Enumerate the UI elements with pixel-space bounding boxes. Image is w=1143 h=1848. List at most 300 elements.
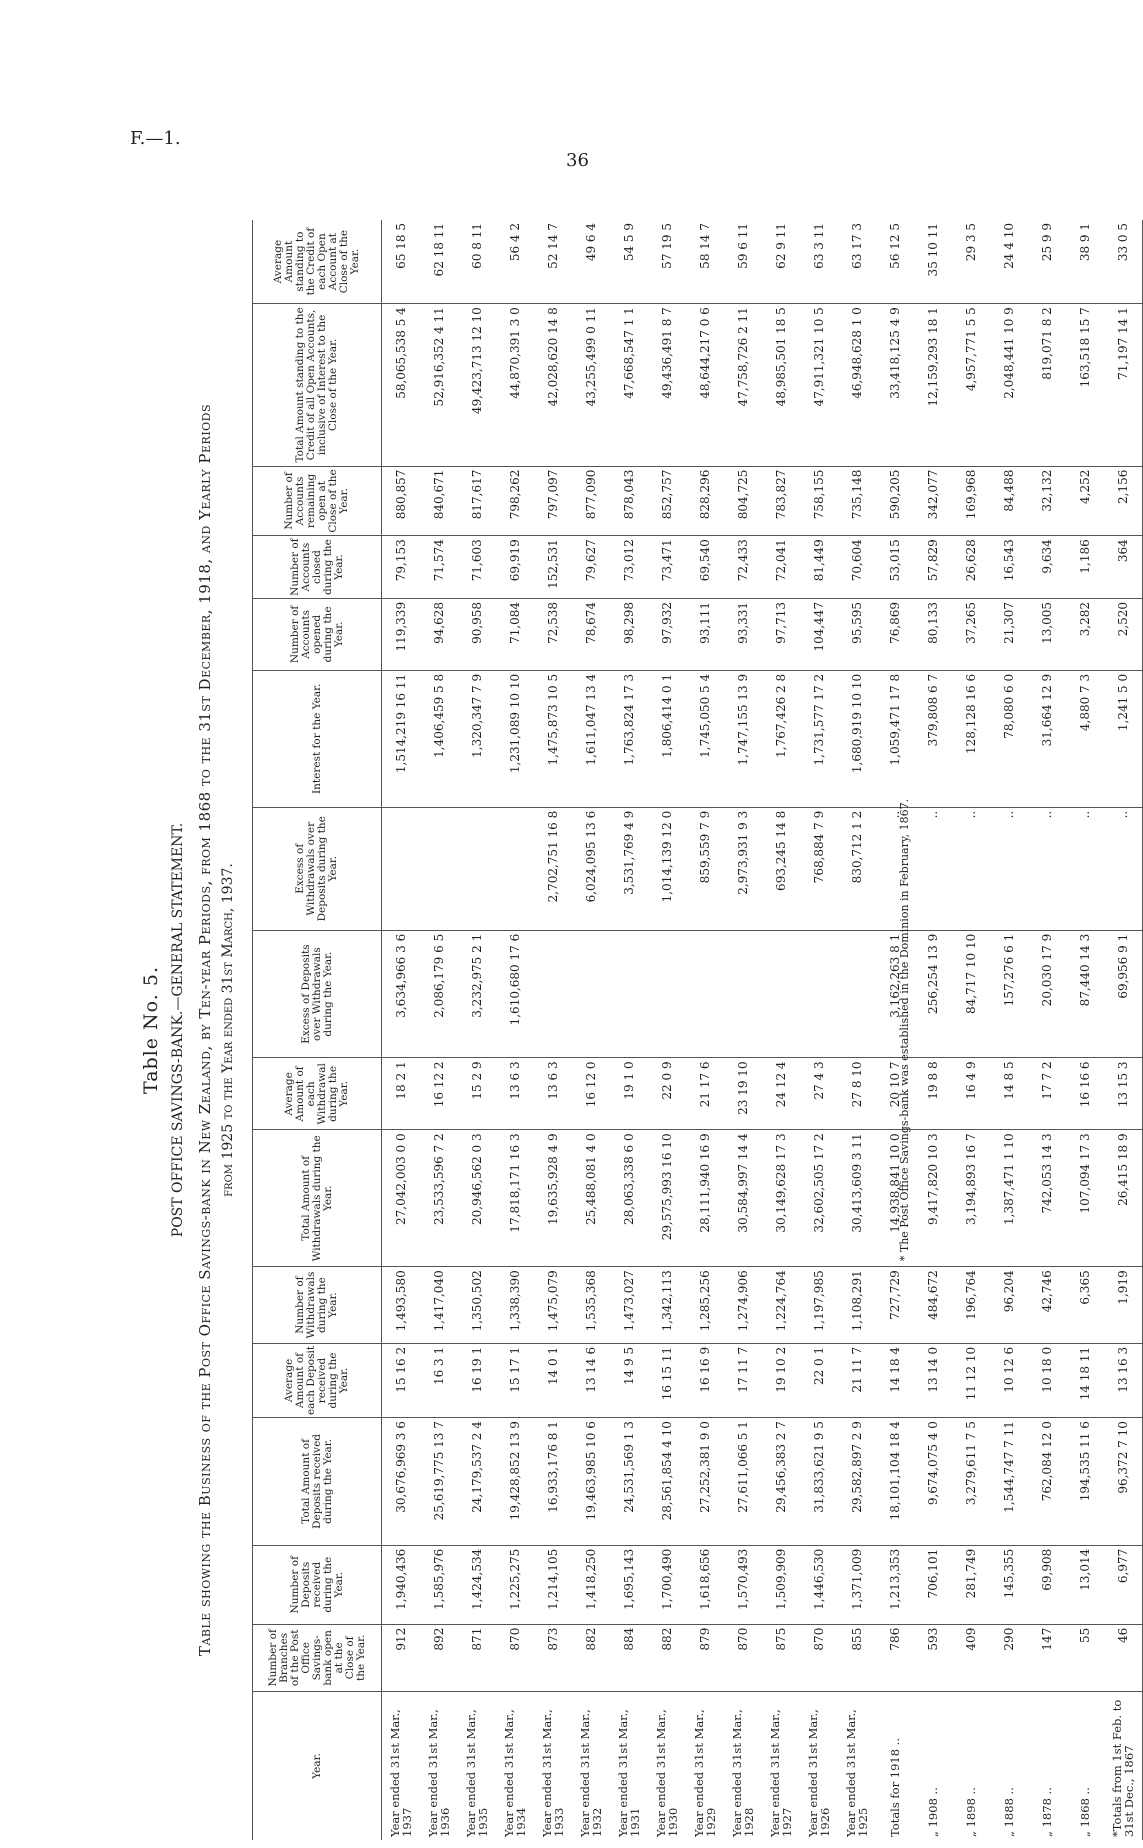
table-cell: .. bbox=[876, 807, 914, 930]
row-label: Year ended 31st Mar., 1925 bbox=[844, 1709, 870, 1837]
table-cell: 14,938,841 10 0 bbox=[876, 1130, 914, 1267]
table-cell: 17 11 7 bbox=[724, 1343, 762, 1417]
table-cell: 46 bbox=[1104, 1624, 1143, 1691]
table-cell bbox=[800, 930, 838, 1058]
column-header: Total Amount of Deposits received during the Year. bbox=[253, 1418, 382, 1546]
table-cell: 62 9 11 bbox=[762, 220, 800, 304]
table-cell: 52 14 7 bbox=[534, 220, 572, 304]
table-cell: 25,619,775 13 7 bbox=[420, 1418, 458, 1546]
table-cell: 16 12 0 bbox=[572, 1058, 610, 1130]
table-cell: 19,463,985 10 6 bbox=[572, 1418, 610, 1546]
table-cell: 17 7 2 bbox=[1028, 1058, 1066, 1130]
table-cell: 24 4 10 bbox=[990, 220, 1028, 304]
table-cell: 783,827 bbox=[762, 466, 800, 536]
table-cell: .. bbox=[1028, 807, 1066, 930]
table-cell: .. bbox=[1066, 807, 1104, 930]
table-cell: 163,518 15 7 bbox=[1066, 304, 1104, 466]
table-cell: 10 12 6 bbox=[990, 1343, 1028, 1417]
table-cell: 104,447 bbox=[800, 598, 838, 670]
table-cell: 880,857 bbox=[382, 466, 421, 536]
table-cell: 4,957,771 5 5 bbox=[952, 304, 990, 466]
table-cell: 1,406,459 5 8 bbox=[420, 670, 458, 807]
table-cell: 1,610,680 17 6 bbox=[496, 930, 534, 1058]
table-cell: 27,252,381 9 0 bbox=[686, 1418, 724, 1546]
table-cell: 32,602,505 17 2 bbox=[800, 1130, 838, 1267]
table-cell: 20,946,562 0 3 bbox=[458, 1130, 496, 1267]
table-cell: 44,870,391 3 0 bbox=[496, 304, 534, 466]
table-cell: 38 9 1 bbox=[1066, 220, 1104, 304]
table-cell: 147 bbox=[1028, 1624, 1066, 1691]
column-header: Year. bbox=[253, 1691, 382, 1840]
row-label: Year ended 31st Mar., 1927 bbox=[768, 1709, 794, 1837]
table-cell: 3,162,263 8 1 bbox=[876, 930, 914, 1058]
table-cell: 3,634,966 3 6 bbox=[382, 930, 421, 1058]
table-cell: 13,005 bbox=[1028, 598, 1066, 670]
table-cell: 84,488 bbox=[990, 466, 1028, 536]
table-cell: 78,674 bbox=[572, 598, 610, 670]
table-cell: 145,355 bbox=[990, 1545, 1028, 1624]
table-cell: 194,535 11 6 bbox=[1066, 1418, 1104, 1546]
row-label: Year ended 31st Mar., 1937 bbox=[388, 1709, 414, 1837]
table-cell: 2,086,179 6 5 bbox=[420, 930, 458, 1058]
column-header: Total Amount standing to the Credit of all Open Accounts, inclusive of Interest to the Close of the Year. bbox=[253, 304, 382, 466]
table-row bbox=[724, 220, 762, 1840]
table-cell: 879 bbox=[686, 1624, 724, 1691]
table-cell: 16 15 11 bbox=[648, 1343, 686, 1417]
table-cell: 281,749 bbox=[952, 1545, 990, 1624]
table-cell: 16 3 1 bbox=[420, 1343, 458, 1417]
table-row bbox=[1066, 220, 1104, 1840]
table-row bbox=[838, 220, 876, 1840]
table-cell: 1,493,580 bbox=[382, 1267, 421, 1344]
table-cell: 484,672 bbox=[914, 1267, 952, 1344]
table-cell: 71,603 bbox=[458, 536, 496, 599]
table-cell: 79,627 bbox=[572, 536, 610, 599]
table-cell: 42,746 bbox=[1028, 1267, 1066, 1344]
table-cell: 76,869 bbox=[876, 598, 914, 670]
table-cell: 1,214,105 bbox=[534, 1545, 572, 1624]
table-cell: 892 bbox=[420, 1624, 458, 1691]
table-cell: 13,014 bbox=[1066, 1545, 1104, 1624]
table-cell: 26,628 bbox=[952, 536, 990, 599]
table-cell: 29,575,993 16 10 bbox=[648, 1130, 686, 1267]
table-cell bbox=[496, 807, 534, 930]
table-cell: .. bbox=[1104, 807, 1143, 930]
table-cell: 817,617 bbox=[458, 466, 496, 536]
table-cell: 593 bbox=[914, 1624, 952, 1691]
table-cell: 73,012 bbox=[610, 536, 648, 599]
table-cell: 95,595 bbox=[838, 598, 876, 670]
table-cell: 157,276 6 1 bbox=[990, 930, 1028, 1058]
table-cell: 71,084 bbox=[496, 598, 534, 670]
table-cell: 28,111,940 16 9 bbox=[686, 1130, 724, 1267]
table-body bbox=[382, 220, 1143, 1840]
table-cell: 22 0 1 bbox=[800, 1343, 838, 1417]
row-label: „ 1888 .. bbox=[1002, 1787, 1016, 1837]
table-cell: 23 19 10 bbox=[724, 1058, 762, 1130]
table-cell: 58 14 7 bbox=[686, 220, 724, 304]
table-cell: 17,818,171 16 3 bbox=[496, 1130, 534, 1267]
table-cell: 15 17 1 bbox=[496, 1343, 534, 1417]
table-cell: 798,262 bbox=[496, 466, 534, 536]
table-cell: 30,676,969 3 6 bbox=[382, 1418, 421, 1546]
table-cell: 98,298 bbox=[610, 598, 648, 670]
table-cell: 16 16 9 bbox=[686, 1343, 724, 1417]
row-label: „ 1878 .. bbox=[1040, 1787, 1054, 1837]
table-row bbox=[534, 220, 572, 1840]
table-cell: 1,418,250 bbox=[572, 1545, 610, 1624]
table-cell: 859,559 7 9 bbox=[686, 807, 724, 930]
table-cell bbox=[420, 807, 458, 930]
table-row bbox=[420, 220, 458, 1840]
table-title: Table No. 5. bbox=[140, 966, 162, 1094]
table-cell: 93,111 bbox=[686, 598, 724, 670]
table-cell: 56 12 5 bbox=[876, 220, 914, 304]
table-cell: 1,231,089 10 10 bbox=[496, 670, 534, 807]
table-cell: 1,544,747 7 11 bbox=[990, 1418, 1028, 1546]
table-cell: 24,179,537 2 4 bbox=[458, 1418, 496, 1546]
table-cell bbox=[838, 930, 876, 1058]
table-cell: 48,985,501 18 5 bbox=[762, 304, 800, 466]
table-row bbox=[914, 220, 952, 1840]
table-cell: 727,729 bbox=[876, 1267, 914, 1344]
table-cell: 81,449 bbox=[800, 536, 838, 599]
table-cell: 47,911,321 10 5 bbox=[800, 304, 838, 466]
table-cell: 119,339 bbox=[382, 598, 421, 670]
table-cell bbox=[382, 807, 421, 930]
table-description: Table showing the Business of the Post Office Savings-bank in New Zealand, by Ten-year Periods, from 1868 to the 31st December, 1918, and Yearly Periods bbox=[196, 403, 214, 1657]
row-label: Year ended 31st Mar., 1934 bbox=[502, 1709, 528, 1837]
table-cell: 1,108,291 bbox=[838, 1267, 876, 1344]
table-cell: 1,731,577 17 2 bbox=[800, 670, 838, 807]
table-cell bbox=[724, 930, 762, 1058]
table-cell: 16 12 2 bbox=[420, 1058, 458, 1130]
table-cell: 884 bbox=[610, 1624, 648, 1691]
table-cell: 882 bbox=[648, 1624, 686, 1691]
column-header: Number of Accounts closed during the Year. bbox=[253, 536, 382, 599]
table-cell: 1,611,047 13 4 bbox=[572, 670, 610, 807]
row-label: „ 1898 .. bbox=[964, 1787, 978, 1837]
table-cell: 31,664 12 9 bbox=[1028, 670, 1066, 807]
table-cell: 15 16 2 bbox=[382, 1343, 421, 1417]
table-cell: 20,030 17 9 bbox=[1028, 930, 1066, 1058]
table-cell: 590,205 bbox=[876, 466, 914, 536]
table-cell: 2,520 bbox=[1104, 598, 1143, 670]
row-label: „ 1868 .. bbox=[1078, 1787, 1092, 1837]
table-cell: 14 8 5 bbox=[990, 1058, 1028, 1130]
table-cell: 13 14 0 bbox=[914, 1343, 952, 1417]
table-cell: 71,197 14 1 bbox=[1104, 304, 1143, 466]
table-cell: 73,471 bbox=[648, 536, 686, 599]
table-cell: 830,712 1 2 bbox=[838, 807, 876, 930]
table-cell: 69,956 9 1 bbox=[1104, 930, 1143, 1058]
table-cell: 870 bbox=[496, 1624, 534, 1691]
table-cell: 13 15 3 bbox=[1104, 1058, 1143, 1130]
table-cell: 21,307 bbox=[990, 598, 1028, 670]
table-cell: 87,440 14 3 bbox=[1066, 930, 1104, 1058]
table-cell: 10 18 0 bbox=[1028, 1343, 1066, 1417]
table-description-sub: from 1925 to the Year ended 31st March, 1937. bbox=[220, 863, 236, 1197]
table-cell: 4,880 7 3 bbox=[1066, 670, 1104, 807]
table-cell: 47,758,726 2 11 bbox=[724, 304, 762, 466]
table-cell: 49,436,491 8 7 bbox=[648, 304, 686, 466]
table-cell: 1,509,909 bbox=[762, 1545, 800, 1624]
table-cell: 256,254 13 9 bbox=[914, 930, 952, 1058]
row-label: Year ended 31st Mar., 1936 bbox=[426, 1709, 452, 1837]
table-cell: 9,634 bbox=[1028, 536, 1066, 599]
row-label: Totals for 1918 .. bbox=[888, 1738, 902, 1837]
table-cell: 290 bbox=[990, 1624, 1028, 1691]
table-cell: 13 14 6 bbox=[572, 1343, 610, 1417]
table-row bbox=[990, 220, 1028, 1840]
table-cell: 1,763,824 17 3 bbox=[610, 670, 648, 807]
table-cell: 342,077 bbox=[914, 466, 952, 536]
table-cell: 20 10 7 bbox=[876, 1058, 914, 1130]
table-cell: 196,764 bbox=[952, 1267, 990, 1344]
column-header: Number of Withdrawals during the Year. bbox=[253, 1267, 382, 1344]
column-header: Excess of Withdrawals over Deposits during the Year. bbox=[253, 807, 382, 930]
table-cell: 35 10 11 bbox=[914, 220, 952, 304]
table-cell: 13 6 3 bbox=[534, 1058, 572, 1130]
row-label: Year ended 31st Mar., 1929 bbox=[692, 1709, 718, 1837]
table-cell: 762,084 12 0 bbox=[1028, 1418, 1066, 1546]
column-header: Total Amount of Withdrawals during the Year. bbox=[253, 1130, 382, 1267]
table-cell: 16,933,176 8 1 bbox=[534, 1418, 572, 1546]
footnote: * The Post Office Savings-bank was established in the Dominion in February, 1867. bbox=[898, 798, 911, 1262]
table-cell: 828,296 bbox=[686, 466, 724, 536]
table-cell: 24,531,569 1 3 bbox=[610, 1418, 648, 1546]
table-cell: 3,531,769 4 9 bbox=[610, 807, 648, 930]
table-cell: 13 16 3 bbox=[1104, 1343, 1143, 1417]
table-cell: 30,413,609 3 11 bbox=[838, 1130, 876, 1267]
table-cell: 364 bbox=[1104, 536, 1143, 599]
table-cell: 4,252 bbox=[1066, 466, 1104, 536]
table-cell: 3,232,975 2 1 bbox=[458, 930, 496, 1058]
table-cell: 21 11 7 bbox=[838, 1343, 876, 1417]
table-cell: 26,415 18 9 bbox=[1104, 1130, 1143, 1267]
column-header: Average Amount standing to the Credit of each Open Account at Close of the Year. bbox=[253, 220, 382, 304]
table-cell: 882 bbox=[572, 1624, 610, 1691]
table-cell: 13 6 3 bbox=[496, 1058, 534, 1130]
table-cell: 21 17 6 bbox=[686, 1058, 724, 1130]
table-cell: 12,159,293 18 1 bbox=[914, 304, 952, 466]
table-cell: 63 17 3 bbox=[838, 220, 876, 304]
table-cell: 819,071 8 2 bbox=[1028, 304, 1066, 466]
table-cell: 379,808 6 7 bbox=[914, 670, 952, 807]
table-cell: 33,418,125 4 9 bbox=[876, 304, 914, 466]
table-row bbox=[1104, 220, 1143, 1840]
table-cell: 19 10 2 bbox=[762, 1343, 800, 1417]
table-cell: 16 4 9 bbox=[952, 1058, 990, 1130]
table-cell: 912 bbox=[382, 1624, 421, 1691]
table-cell: 28,063,338 6 0 bbox=[610, 1130, 648, 1267]
table-cell: .. bbox=[914, 807, 952, 930]
table-cell: 19,635,928 4 9 bbox=[534, 1130, 572, 1267]
table-cell: 1,320,347 7 9 bbox=[458, 670, 496, 807]
table-cell: 18 2 1 bbox=[382, 1058, 421, 1130]
table-cell: 96,372 7 10 bbox=[1104, 1418, 1143, 1546]
table-cell: 1,417,040 bbox=[420, 1267, 458, 1344]
table-cell: 2,156 bbox=[1104, 466, 1143, 536]
table-cell: 1,700,490 bbox=[648, 1545, 686, 1624]
table-cell: 2,048,441 10 9 bbox=[990, 304, 1028, 466]
table-cell: 878,043 bbox=[610, 466, 648, 536]
table-cell: 84,717 10 10 bbox=[952, 930, 990, 1058]
table-cell: 1,446,530 bbox=[800, 1545, 838, 1624]
row-label: Year ended 31st Mar., 1926 bbox=[806, 1709, 832, 1837]
table-cell: 25,488,081 4 0 bbox=[572, 1130, 610, 1267]
table-cell bbox=[686, 930, 724, 1058]
table-row bbox=[458, 220, 496, 1840]
table-cell: 1,350,502 bbox=[458, 1267, 496, 1344]
table-cell: 1,767,426 2 8 bbox=[762, 670, 800, 807]
table-cell: 80,133 bbox=[914, 598, 952, 670]
table-cell: 16 19 1 bbox=[458, 1343, 496, 1417]
table-cell bbox=[534, 930, 572, 1058]
row-label: Year ended 31st Mar., 1933 bbox=[540, 1709, 566, 1837]
table-row bbox=[1028, 220, 1066, 1840]
table-cell: 69,908 bbox=[1028, 1545, 1066, 1624]
table-cell: 27,611,066 5 1 bbox=[724, 1418, 762, 1546]
table-cell: 53,015 bbox=[876, 536, 914, 599]
row-label: Year ended 31st Mar., 1930 bbox=[654, 1709, 680, 1837]
table-cell: 877,090 bbox=[572, 466, 610, 536]
table-subtitle: POST OFFICE SAVINGS-BANK.—GENERAL STATEMENT. bbox=[170, 822, 186, 1238]
column-header: Number of Branches of the Post Office Savings-bank open at the Close of the Year. bbox=[253, 1624, 382, 1691]
table-cell: 57,829 bbox=[914, 536, 952, 599]
table-cell: 6,977 bbox=[1104, 1545, 1143, 1624]
table-cell: 1,618,656 bbox=[686, 1545, 724, 1624]
table-cell: 1,585,976 bbox=[420, 1545, 458, 1624]
page-label: F.—1. bbox=[130, 128, 181, 149]
table-cell: 409 bbox=[952, 1624, 990, 1691]
row-label: Year ended 31st Mar., 1931 bbox=[616, 1709, 642, 1837]
table-cell: 30,584,997 14 4 bbox=[724, 1130, 762, 1267]
table-cell: 1,747,155 13 9 bbox=[724, 670, 762, 807]
table-cell: 29,456,383 2 7 bbox=[762, 1418, 800, 1546]
table-cell: 1,475,079 bbox=[534, 1267, 572, 1344]
table-cell: 94,628 bbox=[420, 598, 458, 670]
table-cell: 19 8 8 bbox=[914, 1058, 952, 1130]
table-cell bbox=[648, 930, 686, 1058]
table-cell: 1,371,009 bbox=[838, 1545, 876, 1624]
table-cell: 65 18 5 bbox=[382, 220, 421, 304]
table-cell: 19 1 0 bbox=[610, 1058, 648, 1130]
table-cell: 32,132 bbox=[1028, 466, 1066, 536]
table-cell: 43,255,499 0 11 bbox=[572, 304, 610, 466]
table-cell: 797,097 bbox=[534, 466, 572, 536]
table-cell: 875 bbox=[762, 1624, 800, 1691]
table-cell bbox=[572, 930, 610, 1058]
table-cell: 70,604 bbox=[838, 536, 876, 599]
table-cell: 16 16 6 bbox=[1066, 1058, 1104, 1130]
table-cell: 56 4 2 bbox=[496, 220, 534, 304]
table-cell: 54 5 9 bbox=[610, 220, 648, 304]
table-cell: 1,940,436 bbox=[382, 1545, 421, 1624]
table-cell: 31,833,621 9 5 bbox=[800, 1418, 838, 1546]
column-header: Average Amount of each Deposit received during the Year. bbox=[253, 1343, 382, 1417]
table-cell: 27 8 10 bbox=[838, 1058, 876, 1130]
table-row bbox=[800, 220, 838, 1840]
table-cell: 14 18 11 bbox=[1066, 1343, 1104, 1417]
table-cell: 3,194,893 16 7 bbox=[952, 1130, 990, 1267]
table-cell: 15 2 9 bbox=[458, 1058, 496, 1130]
table-cell: 1,197,985 bbox=[800, 1267, 838, 1344]
table-cell: 870 bbox=[800, 1624, 838, 1691]
table-cell: 11 12 10 bbox=[952, 1343, 990, 1417]
table-cell: 27,042,003 0 0 bbox=[382, 1130, 421, 1267]
rotated-table-page bbox=[140, 220, 1136, 1840]
table-cell: 735,148 bbox=[838, 466, 876, 536]
table-cell: 62 18 11 bbox=[420, 220, 458, 304]
table-cell: 1,213,353 bbox=[876, 1545, 914, 1624]
table-cell: 60 8 11 bbox=[458, 220, 496, 304]
table-cell: 1,680,919 10 10 bbox=[838, 670, 876, 807]
table-row bbox=[648, 220, 686, 1840]
table-cell: 2,702,751 16 8 bbox=[534, 807, 572, 930]
table-cell: 855 bbox=[838, 1624, 876, 1691]
table-cell: 71,574 bbox=[420, 536, 458, 599]
table-cell: 33 0 5 bbox=[1104, 220, 1143, 304]
table-cell: 6,365 bbox=[1066, 1267, 1104, 1344]
table-cell: 29 3 5 bbox=[952, 220, 990, 304]
table-cell: 3,282 bbox=[1066, 598, 1104, 670]
table-cell: 78,080 6 0 bbox=[990, 670, 1028, 807]
table-cell: 840,671 bbox=[420, 466, 458, 536]
table-cell: 25 9 9 bbox=[1028, 220, 1066, 304]
table-cell: 49,423,713 12 10 bbox=[458, 304, 496, 466]
table-cell: 69,919 bbox=[496, 536, 534, 599]
table-cell: 1,014,139 12 0 bbox=[648, 807, 686, 930]
table-cell: 59 6 11 bbox=[724, 220, 762, 304]
table-cell: 47,668,547 1 1 bbox=[610, 304, 648, 466]
page-number: 36 bbox=[566, 150, 589, 171]
table-cell: 69,540 bbox=[686, 536, 724, 599]
table-cell: 870 bbox=[724, 1624, 762, 1691]
table-row bbox=[952, 220, 990, 1840]
table-cell: 3,279,611 7 5 bbox=[952, 1418, 990, 1546]
table-cell: 14 0 1 bbox=[534, 1343, 572, 1417]
table-cell: 706,101 bbox=[914, 1545, 952, 1624]
table-row bbox=[496, 220, 534, 1840]
table-cell: 128,128 16 6 bbox=[952, 670, 990, 807]
table-cell: 873 bbox=[534, 1624, 572, 1691]
row-label: Year ended 31st Mar., 1932 bbox=[578, 1709, 604, 1837]
column-header: Interest for the Year. bbox=[253, 670, 382, 807]
row-label: Year ended 31st Mar., 1935 bbox=[464, 1709, 490, 1837]
table-cell: 1,224,764 bbox=[762, 1267, 800, 1344]
column-header: Number of Accounts remaining open at Close of the Year. bbox=[253, 466, 382, 536]
table-cell: 18,101,104 18 4 bbox=[876, 1418, 914, 1546]
table-cell: 1,285,256 bbox=[686, 1267, 724, 1344]
table-cell: 768,884 7 9 bbox=[800, 807, 838, 930]
table-cell: 742,053 14 3 bbox=[1028, 1130, 1066, 1267]
row-label: Year ended 31st Mar., 1928 bbox=[730, 1709, 756, 1837]
row-label: „ 1908 .. bbox=[926, 1787, 940, 1837]
table-cell: 52,916,352 4 11 bbox=[420, 304, 458, 466]
table-cell: 1,241 5 0 bbox=[1104, 670, 1143, 807]
header-row bbox=[253, 220, 382, 1840]
table-cell: 37,265 bbox=[952, 598, 990, 670]
table-cell: 9,417,820 10 3 bbox=[914, 1130, 952, 1267]
table-cell bbox=[610, 930, 648, 1058]
table-cell: 1,274,906 bbox=[724, 1267, 762, 1344]
table-cell: 1,059,471 17 8 bbox=[876, 670, 914, 807]
table-row bbox=[572, 220, 610, 1840]
table-cell: 23,533,596 7 2 bbox=[420, 1130, 458, 1267]
table-cell: 1,919 bbox=[1104, 1267, 1143, 1344]
column-header: Number of Deposits received during the Year. bbox=[253, 1545, 382, 1624]
